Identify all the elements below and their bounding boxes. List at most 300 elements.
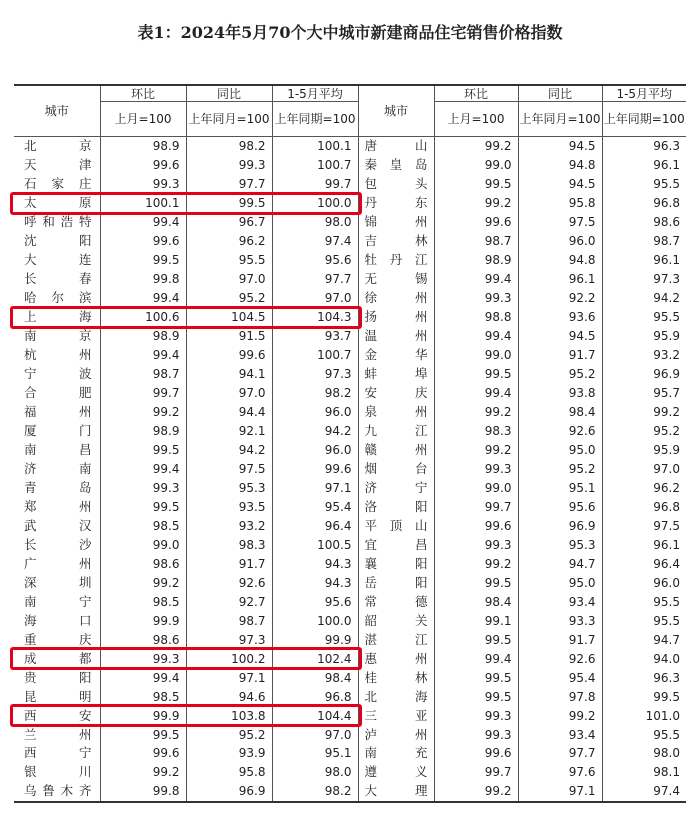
city-left-cell: 沈阳 xyxy=(24,233,92,249)
avg-left-cell: 98.4 xyxy=(272,668,358,687)
city-right-cell: 吉林 xyxy=(358,232,434,251)
city-left-cell: 天津 xyxy=(24,157,92,173)
mom-right-cell: 99.2 xyxy=(434,194,518,213)
mom-right-cell: 99.5 xyxy=(434,630,518,649)
yoy-right-cell: 96.9 xyxy=(518,516,602,535)
mom-right-cell: 99.5 xyxy=(434,365,518,384)
avg-header-left: 1-5月平均 xyxy=(272,85,358,102)
yoy-right-cell: 98.4 xyxy=(518,403,602,422)
city-right-cell: 北海 xyxy=(358,687,434,706)
table-row xyxy=(14,687,686,706)
yoy-left-cell: 98.7 xyxy=(186,611,272,630)
city-left-cell: 银川 xyxy=(24,764,92,780)
yoy-left-cell: 97.0 xyxy=(186,384,272,403)
yoy-right-cell: 93.8 xyxy=(518,384,602,403)
avg-right-cell: 94.0 xyxy=(602,649,686,668)
city-header-right: 城市 xyxy=(358,85,434,137)
avg-right-cell: 95.2 xyxy=(602,422,686,441)
city-right-cell: 包头 xyxy=(358,175,434,194)
yoy-right-cell: 95.3 xyxy=(518,535,602,554)
mom-base-right: 上月=100 xyxy=(434,102,518,137)
city-left-cell: 太原 xyxy=(24,195,92,211)
header-row-sub xyxy=(14,102,686,137)
avg-left-cell: 95.6 xyxy=(272,251,358,270)
yoy-left-cell: 96.9 xyxy=(186,782,272,802)
city-left-cell: 乌鲁木齐 xyxy=(14,782,100,802)
avg-right-cell: 97.0 xyxy=(602,459,686,478)
city-left-cell: 上海 xyxy=(24,309,92,325)
yoy-right-cell: 91.7 xyxy=(518,346,602,365)
mom-left-cell: 99.8 xyxy=(100,782,186,802)
table-body xyxy=(14,137,686,802)
yoy-header-left: 同比 xyxy=(186,85,272,102)
city-right-cell: 蚌埠 xyxy=(358,365,434,384)
city-left-cell: 武汉 xyxy=(24,517,92,533)
yoy-left-cell: 95.2 xyxy=(186,289,272,308)
city-left-cell: 西安 xyxy=(24,707,92,723)
mom-left-cell: 99.3 xyxy=(100,649,186,668)
city-left-cell: 昆明 xyxy=(24,688,92,704)
mom-left-cell: 99.3 xyxy=(100,478,186,497)
yoy-left-cell: 97.1 xyxy=(186,668,272,687)
mom-left-cell: 98.5 xyxy=(100,687,186,706)
table-row xyxy=(14,725,686,744)
city-right-cell: 常德 xyxy=(358,592,434,611)
yoy-right-cell: 94.8 xyxy=(518,156,602,175)
avg-right-cell: 96.8 xyxy=(602,497,686,516)
mom-left-cell: 99.6 xyxy=(100,744,186,763)
table-row xyxy=(14,327,686,346)
price-index-table-wrapper xyxy=(14,84,686,803)
yoy-right-cell: 95.0 xyxy=(518,573,602,592)
avg-right-cell: 96.2 xyxy=(602,478,686,497)
avg-left-cell: 97.0 xyxy=(272,725,358,744)
city-left-cell: 郑州 xyxy=(24,498,92,514)
avg-right-cell: 94.7 xyxy=(602,630,686,649)
avg-left-cell: 96.0 xyxy=(272,403,358,422)
table-row xyxy=(14,554,686,573)
table-row xyxy=(14,251,686,270)
mom-left-cell: 98.6 xyxy=(100,630,186,649)
price-index-table xyxy=(14,84,686,803)
yoy-right-cell: 96.1 xyxy=(518,270,602,289)
table-row xyxy=(14,478,686,497)
mom-header-left: 环比 xyxy=(100,85,186,102)
city-left-cell: 南昌 xyxy=(24,441,92,457)
yoy-left-cell: 97.5 xyxy=(186,459,272,478)
yoy-left-cell: 94.2 xyxy=(186,441,272,460)
mom-left-cell: 98.5 xyxy=(100,592,186,611)
mom-right-cell: 99.6 xyxy=(434,213,518,232)
yoy-right-cell: 92.6 xyxy=(518,649,602,668)
mom-left-cell: 99.6 xyxy=(100,156,186,175)
mom-left-cell: 99.5 xyxy=(100,497,186,516)
avg-right-cell: 95.5 xyxy=(602,175,686,194)
avg-right-cell: 96.1 xyxy=(602,251,686,270)
table-row xyxy=(14,668,686,687)
mom-left-cell: 99.0 xyxy=(100,535,186,554)
city-right-cell: 宜昌 xyxy=(358,535,434,554)
mom-right-cell: 99.5 xyxy=(434,668,518,687)
yoy-right-cell: 94.5 xyxy=(518,327,602,346)
yoy-left-cell: 92.1 xyxy=(186,422,272,441)
yoy-left-cell: 93.2 xyxy=(186,516,272,535)
city-left-cell: 广州 xyxy=(24,555,92,571)
yoy-left-cell: 95.5 xyxy=(186,251,272,270)
city-right-cell: 湛江 xyxy=(358,630,434,649)
yoy-left-cell: 95.3 xyxy=(186,478,272,497)
yoy-left-cell: 95.2 xyxy=(186,725,272,744)
city-left-cell: 合肥 xyxy=(24,385,92,401)
mom-left-cell: 98.9 xyxy=(100,327,186,346)
table-row xyxy=(14,782,686,802)
yoy-right-cell: 92.2 xyxy=(518,289,602,308)
city-left-cell: 兰州 xyxy=(24,726,92,742)
mom-left-cell: 98.9 xyxy=(100,137,186,156)
yoy-right-cell: 95.1 xyxy=(518,478,602,497)
table-row xyxy=(14,403,686,422)
mom-left-cell: 99.4 xyxy=(100,289,186,308)
mom-right-cell: 99.2 xyxy=(434,782,518,802)
yoy-left-cell: 91.7 xyxy=(186,554,272,573)
avg-left-cell: 99.6 xyxy=(272,459,358,478)
avg-right-cell: 95.5 xyxy=(602,611,686,630)
yoy-right-cell: 95.2 xyxy=(518,459,602,478)
mom-left-cell: 99.9 xyxy=(100,611,186,630)
yoy-left-cell: 97.7 xyxy=(186,175,272,194)
avg-right-cell: 94.2 xyxy=(602,289,686,308)
yoy-left-cell: 91.5 xyxy=(186,327,272,346)
yoy-right-cell: 95.6 xyxy=(518,497,602,516)
yoy-base-left: 上年同月=100 xyxy=(186,102,272,137)
avg-right-cell: 95.5 xyxy=(602,308,686,327)
yoy-right-cell: 95.0 xyxy=(518,441,602,460)
mom-right-cell: 99.2 xyxy=(434,137,518,156)
avg-right-cell: 101.0 xyxy=(602,706,686,725)
yoy-right-cell: 92.6 xyxy=(518,422,602,441)
yoy-left-cell: 100.2 xyxy=(186,649,272,668)
yoy-right-cell: 95.8 xyxy=(518,194,602,213)
city-right-cell: 牡丹江 xyxy=(358,251,434,270)
avg-right-cell: 96.3 xyxy=(602,137,686,156)
city-left-cell: 大连 xyxy=(24,252,92,268)
mom-right-cell: 99.7 xyxy=(434,763,518,782)
table-row xyxy=(14,232,686,251)
yoy-right-cell: 93.4 xyxy=(518,592,602,611)
yoy-right-cell: 97.6 xyxy=(518,763,602,782)
mom-right-cell: 98.4 xyxy=(434,592,518,611)
city-right-cell: 唐山 xyxy=(358,137,434,156)
avg-left-cell: 96.0 xyxy=(272,441,358,460)
avg-right-cell: 99.5 xyxy=(602,687,686,706)
avg-left-cell: 102.4 xyxy=(272,649,358,668)
mom-right-cell: 99.4 xyxy=(434,649,518,668)
avg-base-right: 上年同期=100 xyxy=(602,102,686,137)
city-left-cell: 海口 xyxy=(24,612,92,628)
yoy-right-cell: 97.1 xyxy=(518,782,602,802)
table-row xyxy=(14,422,686,441)
avg-right-cell: 95.5 xyxy=(602,592,686,611)
table-row xyxy=(14,308,686,327)
city-right-cell: 岳阳 xyxy=(358,573,434,592)
table-row xyxy=(14,592,686,611)
avg-right-cell: 95.9 xyxy=(602,441,686,460)
table-row xyxy=(14,649,686,668)
avg-left-cell: 98.2 xyxy=(272,384,358,403)
city-right-cell: 赣州 xyxy=(358,441,434,460)
yoy-right-cell: 93.3 xyxy=(518,611,602,630)
table-title: 表1：2024年5月70个大中城市新建商品住宅销售价格指数 xyxy=(137,23,563,42)
table-row xyxy=(14,156,686,175)
city-right-cell: 九江 xyxy=(358,422,434,441)
yoy-left-cell: 97.0 xyxy=(186,270,272,289)
table-row xyxy=(14,535,686,554)
avg-left-cell: 97.7 xyxy=(272,270,358,289)
mom-left-cell: 99.5 xyxy=(100,725,186,744)
city-right-cell: 温州 xyxy=(358,327,434,346)
table-row xyxy=(14,175,686,194)
city-right-cell: 桂林 xyxy=(358,668,434,687)
table-row xyxy=(14,706,686,725)
mom-right-cell: 99.1 xyxy=(434,611,518,630)
yoy-base-right: 上年同月=100 xyxy=(518,102,602,137)
yoy-right-cell: 94.8 xyxy=(518,251,602,270)
table-row xyxy=(14,573,686,592)
avg-right-cell: 96.1 xyxy=(602,535,686,554)
mom-left-cell: 99.2 xyxy=(100,763,186,782)
mom-right-cell: 99.2 xyxy=(434,554,518,573)
table-row xyxy=(14,194,686,213)
avg-left-cell: 96.8 xyxy=(272,687,358,706)
avg-left-cell: 94.3 xyxy=(272,573,358,592)
avg-left-cell: 100.7 xyxy=(272,156,358,175)
city-left-cell: 贵阳 xyxy=(24,669,92,685)
mom-right-cell: 99.3 xyxy=(434,706,518,725)
yoy-right-cell: 97.8 xyxy=(518,687,602,706)
table-row xyxy=(14,497,686,516)
mom-left-cell: 98.9 xyxy=(100,422,186,441)
city-right-cell: 南充 xyxy=(358,744,434,763)
yoy-right-cell: 93.6 xyxy=(518,308,602,327)
city-left-cell: 福州 xyxy=(24,404,92,420)
avg-right-cell: 97.4 xyxy=(602,782,686,802)
mom-left-cell: 99.2 xyxy=(100,573,186,592)
mom-right-cell: 98.9 xyxy=(434,251,518,270)
city-right-cell: 洛阳 xyxy=(358,497,434,516)
avg-left-cell: 97.3 xyxy=(272,365,358,384)
mom-left-cell: 98.6 xyxy=(100,554,186,573)
avg-right-cell: 96.1 xyxy=(602,156,686,175)
avg-right-cell: 97.3 xyxy=(602,270,686,289)
avg-right-cell: 96.4 xyxy=(602,554,686,573)
yoy-left-cell: 92.6 xyxy=(186,573,272,592)
table-row xyxy=(14,365,686,384)
avg-left-cell: 98.0 xyxy=(272,763,358,782)
mom-right-cell: 99.6 xyxy=(434,744,518,763)
avg-left-cell: 98.0 xyxy=(272,213,358,232)
mom-right-cell: 99.5 xyxy=(434,687,518,706)
mom-right-cell: 99.4 xyxy=(434,327,518,346)
yoy-left-cell: 94.1 xyxy=(186,365,272,384)
city-right-cell: 遵义 xyxy=(358,763,434,782)
avg-left-cell: 93.7 xyxy=(272,327,358,346)
avg-right-cell: 96.9 xyxy=(602,365,686,384)
avg-left-cell: 100.1 xyxy=(272,137,358,156)
city-right-cell: 秦皇岛 xyxy=(358,156,434,175)
yoy-left-cell: 92.7 xyxy=(186,592,272,611)
yoy-left-cell: 99.5 xyxy=(186,194,272,213)
yoy-left-cell: 103.8 xyxy=(186,706,272,725)
mom-right-cell: 99.0 xyxy=(434,478,518,497)
mom-left-cell: 98.5 xyxy=(100,516,186,535)
avg-left-cell: 97.0 xyxy=(272,289,358,308)
yoy-right-cell: 94.5 xyxy=(518,137,602,156)
avg-right-cell: 96.8 xyxy=(602,194,686,213)
mom-left-cell: 100.6 xyxy=(100,308,186,327)
city-left-cell: 宁波 xyxy=(24,366,92,382)
avg-left-cell: 97.1 xyxy=(272,478,358,497)
city-right-cell: 泸州 xyxy=(358,725,434,744)
city-left-cell: 成都 xyxy=(24,650,92,666)
mom-right-cell: 99.5 xyxy=(434,573,518,592)
avg-left-cell: 100.0 xyxy=(272,194,358,213)
avg-right-cell: 98.6 xyxy=(602,213,686,232)
mom-left-cell: 99.9 xyxy=(100,706,186,725)
city-right-cell: 丹东 xyxy=(358,194,434,213)
yoy-right-cell: 97.7 xyxy=(518,744,602,763)
yoy-left-cell: 93.9 xyxy=(186,744,272,763)
mom-right-cell: 99.4 xyxy=(434,384,518,403)
mom-left-cell: 99.2 xyxy=(100,403,186,422)
city-right-cell: 金华 xyxy=(358,346,434,365)
avg-right-cell: 96.3 xyxy=(602,668,686,687)
avg-left-cell: 97.4 xyxy=(272,232,358,251)
yoy-left-cell: 99.6 xyxy=(186,346,272,365)
city-left-cell: 西宁 xyxy=(24,745,92,761)
yoy-left-cell: 98.2 xyxy=(186,137,272,156)
avg-right-cell: 98.0 xyxy=(602,744,686,763)
avg-right-cell: 99.2 xyxy=(602,403,686,422)
city-right-cell: 安庆 xyxy=(358,384,434,403)
city-right-cell: 扬州 xyxy=(358,308,434,327)
table-row xyxy=(14,270,686,289)
mom-left-cell: 100.1 xyxy=(100,194,186,213)
city-right-cell: 三亚 xyxy=(358,706,434,725)
yoy-left-cell: 96.7 xyxy=(186,213,272,232)
avg-left-cell: 95.6 xyxy=(272,592,358,611)
yoy-left-cell: 96.2 xyxy=(186,232,272,251)
avg-left-cell: 99.7 xyxy=(272,175,358,194)
avg-right-cell: 97.5 xyxy=(602,516,686,535)
yoy-left-cell: 94.4 xyxy=(186,403,272,422)
yoy-right-cell: 95.2 xyxy=(518,365,602,384)
mom-right-cell: 99.0 xyxy=(434,346,518,365)
city-left-cell: 重庆 xyxy=(24,631,92,647)
city-right-cell: 济宁 xyxy=(358,478,434,497)
city-right-cell: 无锡 xyxy=(358,270,434,289)
avg-left-cell: 104.3 xyxy=(272,308,358,327)
avg-left-cell: 95.4 xyxy=(272,497,358,516)
city-left-cell: 南宁 xyxy=(24,593,92,609)
yoy-left-cell: 98.3 xyxy=(186,535,272,554)
header-row-top xyxy=(14,85,686,102)
table-row xyxy=(14,744,686,763)
city-left-cell: 北京 xyxy=(24,138,92,154)
mom-right-cell: 99.3 xyxy=(434,535,518,554)
yoy-left-cell: 97.3 xyxy=(186,630,272,649)
city-left-cell: 青岛 xyxy=(24,479,92,495)
table-row xyxy=(14,516,686,535)
table-row xyxy=(14,611,686,630)
table-row xyxy=(14,213,686,232)
city-left-cell: 深圳 xyxy=(24,574,92,590)
city-right-cell: 烟台 xyxy=(358,459,434,478)
yoy-left-cell: 104.5 xyxy=(186,308,272,327)
mom-left-cell: 99.4 xyxy=(100,213,186,232)
avg-right-cell: 93.2 xyxy=(602,346,686,365)
avg-right-cell: 95.7 xyxy=(602,384,686,403)
city-left-cell: 哈尔滨 xyxy=(24,290,92,306)
yoy-left-cell: 99.3 xyxy=(186,156,272,175)
avg-base-left: 上年同期=100 xyxy=(272,102,358,137)
mom-right-cell: 99.2 xyxy=(434,403,518,422)
mom-left-cell: 99.4 xyxy=(100,668,186,687)
yoy-left-cell: 95.8 xyxy=(186,763,272,782)
avg-left-cell: 104.4 xyxy=(272,706,358,725)
city-right-cell: 泉州 xyxy=(358,403,434,422)
table-row xyxy=(14,441,686,460)
mom-left-cell: 99.4 xyxy=(100,346,186,365)
table-row xyxy=(14,137,686,156)
city-header-left: 城市 xyxy=(14,85,100,137)
table-row xyxy=(14,630,686,649)
avg-header-right: 1-5月平均 xyxy=(602,85,686,102)
yoy-right-cell: 97.5 xyxy=(518,213,602,232)
mom-left-cell: 99.5 xyxy=(100,441,186,460)
yoy-right-cell: 94.5 xyxy=(518,175,602,194)
avg-left-cell: 94.2 xyxy=(272,422,358,441)
avg-left-cell: 94.3 xyxy=(272,554,358,573)
mom-left-cell: 99.8 xyxy=(100,270,186,289)
city-left-cell: 厦门 xyxy=(24,423,92,439)
city-left-cell: 杭州 xyxy=(24,347,92,363)
mom-right-cell: 99.3 xyxy=(434,289,518,308)
mom-left-cell: 99.6 xyxy=(100,232,186,251)
yoy-left-cell: 94.6 xyxy=(186,687,272,706)
city-right-cell: 锦州 xyxy=(358,213,434,232)
city-left-cell: 济南 xyxy=(24,460,92,476)
avg-right-cell: 95.9 xyxy=(602,327,686,346)
yoy-right-cell: 93.4 xyxy=(518,725,602,744)
mom-right-cell: 99.5 xyxy=(434,175,518,194)
avg-left-cell: 98.2 xyxy=(272,782,358,802)
city-right-cell: 韶关 xyxy=(358,611,434,630)
yoy-right-cell: 94.7 xyxy=(518,554,602,573)
mom-right-cell: 99.3 xyxy=(434,725,518,744)
mom-right-cell: 99.0 xyxy=(434,156,518,175)
mom-right-cell: 99.7 xyxy=(434,497,518,516)
yoy-header-right: 同比 xyxy=(518,85,602,102)
avg-left-cell: 100.7 xyxy=(272,346,358,365)
mom-right-cell: 99.3 xyxy=(434,459,518,478)
mom-right-cell: 99.2 xyxy=(434,441,518,460)
mom-right-cell: 98.8 xyxy=(434,308,518,327)
city-right-cell: 大理 xyxy=(358,782,434,802)
yoy-right-cell: 95.4 xyxy=(518,668,602,687)
table-row xyxy=(14,459,686,478)
city-left-cell: 呼和浩特 xyxy=(24,214,92,230)
city-right-cell: 徐州 xyxy=(358,289,434,308)
